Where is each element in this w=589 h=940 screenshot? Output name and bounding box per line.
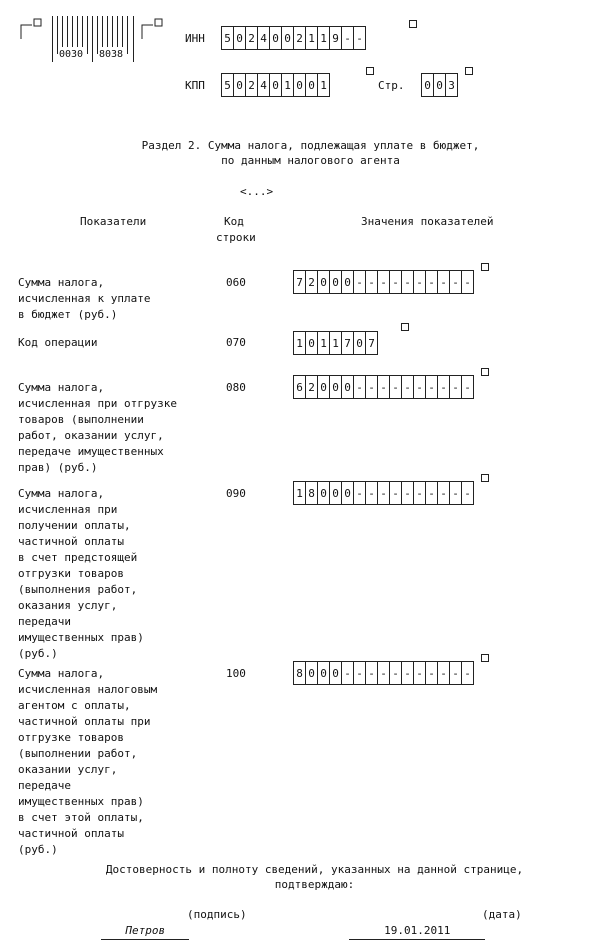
value-digit-cell: 7 (366, 331, 378, 355)
inn-digit-cell: 4 (258, 26, 270, 50)
kpp-digit-cell: 1 (318, 73, 330, 97)
column-header-values: Значения показателей (361, 215, 494, 228)
inn-field[interactable] (221, 26, 366, 50)
row-label: Сумма налога, исчисленная при получении оплаты, частичной оплаты в счет предстоящей отгрузки товаров (выполнения работ, оказания услуг, передачи имущественных прав) (руб.) (18, 487, 144, 660)
value-digit-cell: - (450, 270, 462, 294)
row-code: 090 (226, 487, 246, 500)
corner-mark-left-icon (20, 18, 42, 40)
confirm-line1: Достоверность и полноту сведений, указанных на данной странице, (105, 863, 524, 876)
value-digit-cell: - (402, 375, 414, 399)
value-digit-cell: 1 (318, 331, 330, 355)
value-digit-cell: - (450, 375, 462, 399)
kpp-corner-mark-icon (366, 67, 374, 75)
value-digit-cell: - (426, 481, 438, 505)
date-value[interactable]: 19.01.2011 (349, 923, 485, 940)
value-digit-cell: 0 (342, 375, 354, 399)
section-title-line2: по данным налогового агента (221, 154, 400, 167)
value-digit-cell: - (426, 375, 438, 399)
value-digit-cell: 1 (330, 331, 342, 355)
value-digit-cell: - (366, 661, 378, 685)
date-label: (дата) (482, 908, 522, 921)
inn-label: ИНН (185, 32, 205, 45)
kpp-digit-cell: 5 (222, 73, 234, 97)
row-100-corner-mark-icon (481, 654, 489, 662)
row-070-corner-mark-icon (401, 323, 409, 331)
kpp-label: КПП (185, 79, 205, 92)
value-digit-cell: - (354, 375, 366, 399)
page-digit-cell: 3 (446, 73, 458, 97)
value-digit-cell: 0 (318, 270, 330, 294)
inn-digit-cell: 1 (306, 26, 318, 50)
kpp-digit-cell: 0 (294, 73, 306, 97)
barcode (52, 16, 134, 62)
value-digit-cell: - (414, 270, 426, 294)
value-digit-cell: 0 (318, 661, 330, 685)
page-label: Стр. (378, 79, 405, 92)
inn-digit-cell: 2 (294, 26, 306, 50)
section-ellipsis: <...> (240, 185, 274, 198)
value-digit-cell: - (450, 481, 462, 505)
value-digit-cell: - (378, 481, 390, 505)
inn-digit-cell: - (342, 26, 354, 50)
page-number-field[interactable] (421, 73, 458, 97)
value-digit-cell: - (462, 661, 474, 685)
kpp-field[interactable] (221, 73, 330, 97)
row-060-value-field[interactable] (293, 270, 474, 294)
value-digit-cell: - (462, 375, 474, 399)
value-digit-cell: - (414, 481, 426, 505)
row-label: Сумма налога, исчисленная при отгрузке товаров (выполнении работ, оказании услуг, передаче имущественных прав) (руб.) (18, 381, 177, 474)
value-digit-cell: 0 (330, 481, 342, 505)
value-digit-cell: 0 (318, 375, 330, 399)
row-100-value-field[interactable] (293, 661, 474, 685)
value-digit-cell: 0 (342, 270, 354, 294)
inn-digit-cell: 0 (282, 26, 294, 50)
value-digit-cell: - (390, 661, 402, 685)
value-digit-cell: - (366, 270, 378, 294)
value-digit-cell: 0 (318, 481, 330, 505)
column-header-code-line1: Код (224, 215, 244, 228)
value-digit-cell: - (402, 481, 414, 505)
value-digit-cell: - (426, 270, 438, 294)
value-digit-cell: - (366, 481, 378, 505)
kpp-digit-cell: 0 (234, 73, 246, 97)
row-code: 060 (226, 276, 246, 289)
value-digit-cell: - (378, 661, 390, 685)
value-digit-cell: 0 (306, 331, 318, 355)
value-digit-cell: 7 (294, 270, 306, 294)
value-digit-cell: - (378, 270, 390, 294)
value-digit-cell: - (438, 270, 450, 294)
row-label: Сумма налога, исчисленная налоговым агентом с оплаты, частичной оплаты при отгрузке товаров (выполнении работ, оказании услуг, передаче имущественных прав) в счет этой оплаты, частичной оплаты (руб.) (18, 667, 158, 856)
value-digit-cell: 0 (354, 331, 366, 355)
value-digit-cell: - (402, 270, 414, 294)
row-label: Сумма налога, исчисленная к уплате в бюджет (руб.) (18, 276, 151, 321)
value-digit-cell: - (354, 270, 366, 294)
signature-line (88, 907, 189, 940)
confirm-line2: подтверждаю: (274, 878, 355, 891)
inn-corner-mark-icon (409, 20, 417, 28)
row-070-value-field[interactable] (293, 331, 378, 355)
value-digit-cell: 1 (294, 331, 306, 355)
value-digit-cell: - (378, 375, 390, 399)
value-digit-cell: - (390, 481, 402, 505)
section-title-line1: Раздел 2. Сумма налога, подлежащая уплате в бюджет, (141, 139, 480, 152)
date-line (336, 907, 485, 940)
row-080-value-field[interactable] (293, 375, 474, 399)
kpp-digit-cell: 4 (258, 73, 270, 97)
value-digit-cell: - (438, 661, 450, 685)
row-060-corner-mark-icon (481, 263, 489, 271)
value-digit-cell: 1 (294, 481, 306, 505)
row-code: 080 (226, 381, 246, 394)
value-digit-cell: 0 (342, 481, 354, 505)
inn-digit-cell: 0 (234, 26, 246, 50)
inn-digit-cell: 9 (330, 26, 342, 50)
inn-digit-cell: 5 (222, 26, 234, 50)
value-digit-cell: - (354, 661, 366, 685)
page-digit-cell: 0 (434, 73, 446, 97)
row-090-value-field[interactable] (293, 481, 474, 505)
kpp-digit-cell: 0 (270, 73, 282, 97)
value-digit-cell: - (390, 375, 402, 399)
inn-digit-cell: 0 (270, 26, 282, 50)
page-corner-mark-icon (465, 67, 473, 75)
value-digit-cell: - (438, 375, 450, 399)
kpp-digit-cell: 2 (246, 73, 258, 97)
row-080-corner-mark-icon (481, 368, 489, 376)
value-digit-cell: 8 (306, 481, 318, 505)
value-digit-cell: 0 (330, 375, 342, 399)
signature-value[interactable]: Петров (101, 923, 189, 940)
value-digit-cell: - (426, 661, 438, 685)
row-code: 100 (226, 667, 246, 680)
value-digit-cell: - (438, 481, 450, 505)
signature-label: (подпись) (187, 908, 247, 921)
row-090-corner-mark-icon (481, 474, 489, 482)
inn-digit-cell: 1 (318, 26, 330, 50)
barcode-number-2: 8038 (98, 47, 124, 63)
value-digit-cell: - (414, 375, 426, 399)
value-digit-cell: 8 (294, 661, 306, 685)
value-digit-cell: 7 (342, 331, 354, 355)
row-code: 070 (226, 336, 246, 349)
column-header-indicators: Показатели (80, 215, 147, 228)
inn-digit-cell: 2 (246, 26, 258, 50)
value-digit-cell: - (462, 270, 474, 294)
barcode-number-1: 0030 (58, 47, 84, 63)
value-digit-cell: 0 (306, 661, 318, 685)
value-digit-cell: - (354, 481, 366, 505)
inn-digit-cell: - (354, 26, 366, 50)
value-digit-cell: 0 (330, 270, 342, 294)
value-digit-cell: 2 (306, 375, 318, 399)
value-digit-cell: - (366, 375, 378, 399)
corner-mark-right-icon (141, 18, 163, 40)
column-header-code-line2: строки (216, 231, 256, 244)
value-digit-cell: - (414, 661, 426, 685)
page-digit-cell: 0 (422, 73, 434, 97)
kpp-digit-cell: 0 (306, 73, 318, 97)
value-digit-cell: - (342, 661, 354, 685)
value-digit-cell: 6 (294, 375, 306, 399)
value-digit-cell: - (462, 481, 474, 505)
value-digit-cell: - (450, 661, 462, 685)
kpp-digit-cell: 1 (282, 73, 294, 97)
value-digit-cell: 2 (306, 270, 318, 294)
value-digit-cell: - (402, 661, 414, 685)
value-digit-cell: 0 (330, 661, 342, 685)
value-digit-cell: - (390, 270, 402, 294)
row-label: Код операции (18, 336, 98, 349)
